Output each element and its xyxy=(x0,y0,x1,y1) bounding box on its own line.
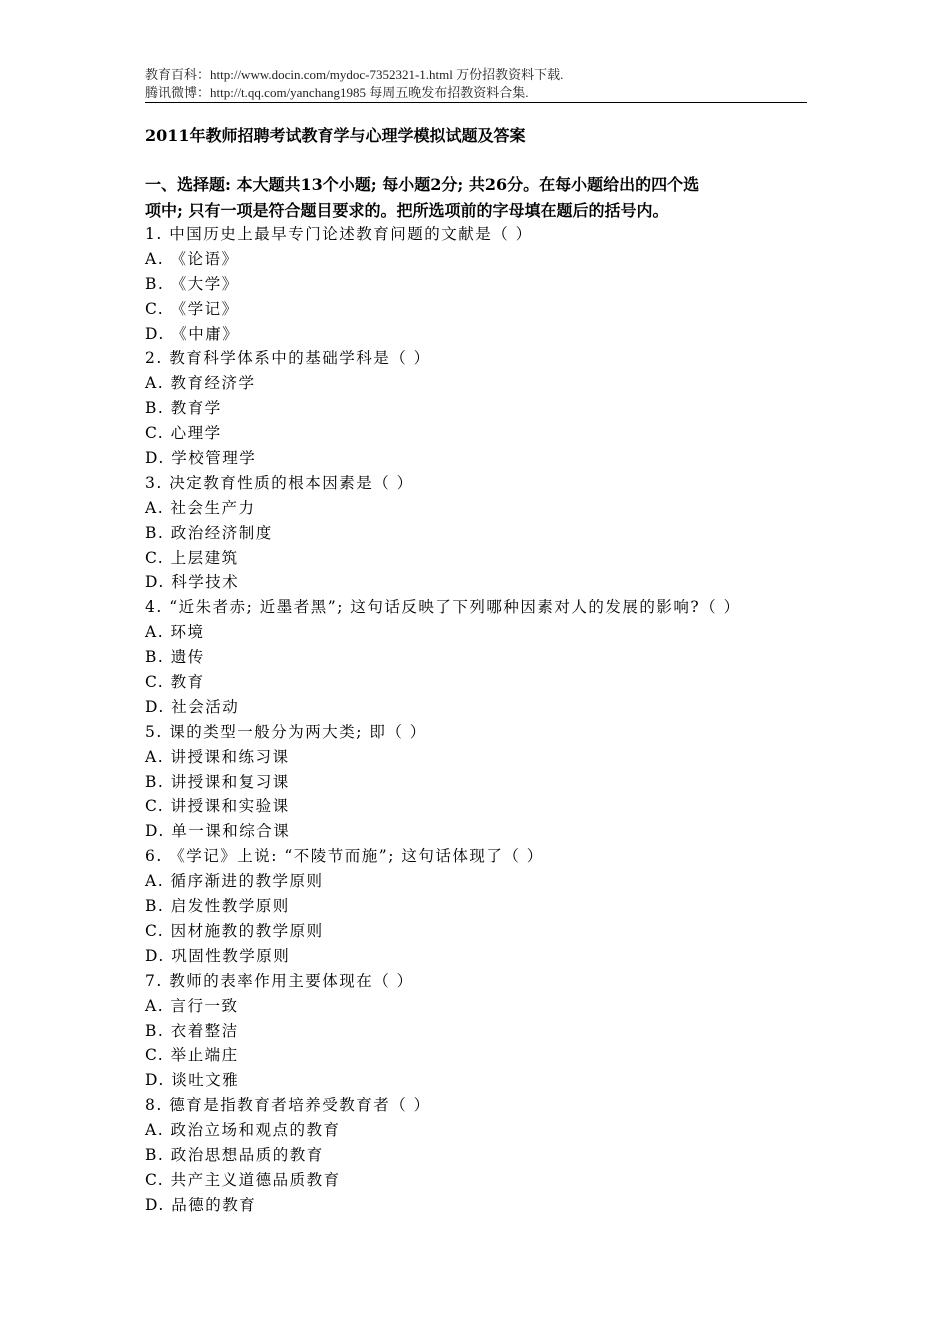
section-heading-line: 项中; 只有一项是符合题目要求的。把所选项前的字母填在题后的括号内。 xyxy=(145,201,669,220)
option-item: A. 社会生产力 xyxy=(145,498,256,517)
section-heading xyxy=(145,172,815,224)
option-item: B. 遗传 xyxy=(145,648,205,667)
question-stem: 8. 德育是指教育者培养受教育者（ ） xyxy=(145,1096,431,1115)
option-item: D. 巩固性教学原则 xyxy=(145,946,291,965)
option-item: D. 社会活动 xyxy=(145,697,240,716)
option-item: A. 讲授课和练习课 xyxy=(145,747,290,766)
option-item: B. 政治经济制度 xyxy=(145,523,273,542)
option-item: D. 《中庸》 xyxy=(145,324,240,343)
option-item: B. 讲授课和复习课 xyxy=(145,772,290,791)
option-item: A. 环境 xyxy=(145,623,205,642)
option-item: B. 政治思想品质的教育 xyxy=(145,1145,324,1164)
option-item: C. 《学记》 xyxy=(145,299,239,318)
option-item: D. 学校管理学 xyxy=(145,449,257,468)
question-stem: 3. 决定教育性质的根本因素是（ ） xyxy=(145,473,414,492)
document-title: 2011年教师招聘考试教育学与心理学模拟试题及答案 xyxy=(145,126,526,145)
header-divider xyxy=(145,102,807,103)
option-item: D. 单一课和综合课 xyxy=(145,822,291,841)
question-stem: 5. 课的类型一般分为两大类; 即（ ） xyxy=(145,722,427,741)
option-item: C. 讲授课和实验课 xyxy=(145,797,290,816)
question-stem: 2. 教育科学体系中的基础学科是（ ） xyxy=(145,349,431,368)
option-item: C. 上层建筑 xyxy=(145,548,239,567)
option-item: C. 心理学 xyxy=(145,424,222,443)
option-item: B. 衣着整洁 xyxy=(145,1021,239,1040)
option-item: D. 谈吐文雅 xyxy=(145,1071,240,1090)
question-stem: 1. 中国历史上最早专门论述教育问题的文献是（ ） xyxy=(145,225,533,243)
section-heading-line: 一、选择题: 本大题共13个小题; 每小题2分; 共26分。在每小题给出的四个选 xyxy=(145,175,700,194)
question-stem: 7. 教师的表率作用主要体现在（ ） xyxy=(145,971,414,990)
option-item: A. 教育经济学 xyxy=(145,374,256,393)
question-stem: 6. 《学记》上说: “不陵节而施”; 这句话体现了（ ） xyxy=(145,847,544,866)
option-item: A. 循序渐进的教学原则 xyxy=(145,872,324,891)
question-list xyxy=(145,222,815,1218)
option-item: C. 举止端庄 xyxy=(145,1046,239,1065)
option-item: C. 因材施教的教学原则 xyxy=(145,921,324,940)
question-stem: 4. “近朱者赤; 近墨者黑”; 这句话反映了下列哪种因素对人的发展的影响?（ ） xyxy=(145,598,741,617)
option-item: C. 共产主义道德品质教育 xyxy=(145,1170,341,1189)
option-item: D. 品德的教育 xyxy=(145,1195,257,1214)
option-item: D. 科学技术 xyxy=(145,573,240,592)
header-line-weibo: 腾讯微博：http://t.qq.com/yanchang1985 每周五晚发布招教资料合集. xyxy=(145,85,529,100)
option-item: A. 言行一致 xyxy=(145,996,239,1015)
option-item: C. 教育 xyxy=(145,673,205,692)
header-line-docin: 教育百科：http://www.docin.com/mydoc-7352321-1.html 万份招教资料下载. xyxy=(145,67,564,82)
option-item: B. 启发性教学原则 xyxy=(145,897,290,916)
page-header xyxy=(145,66,807,102)
option-item: B. 教育学 xyxy=(145,399,222,418)
option-item: B. 《大学》 xyxy=(145,274,239,293)
option-item: A. 政治立场和观点的教育 xyxy=(145,1121,341,1140)
option-item: A. 《论语》 xyxy=(145,249,239,268)
